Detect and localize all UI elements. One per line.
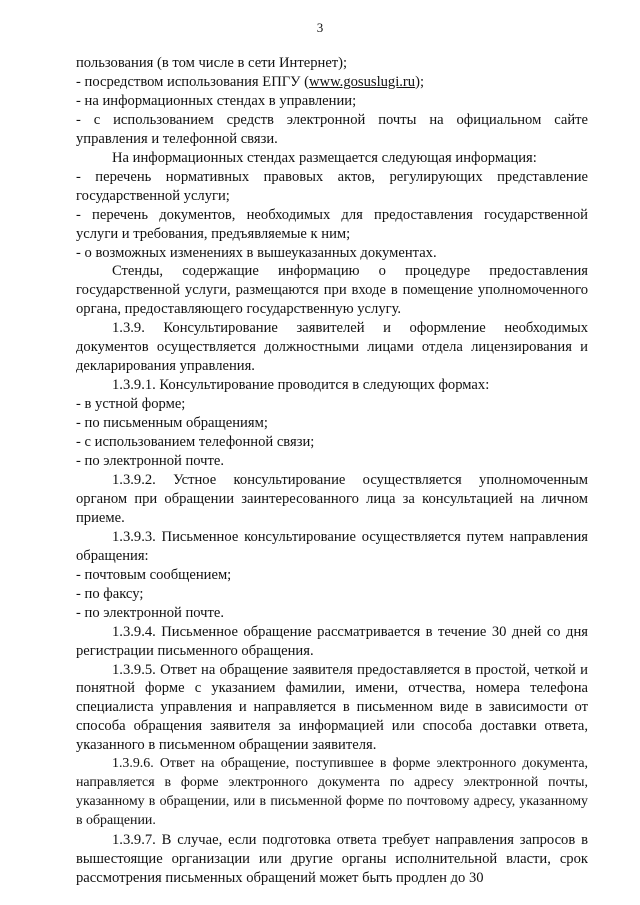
- list-item: - в устной форме;: [76, 396, 186, 413]
- list-item: - с использованием средств электронной почты на официальном сайте управления и телефонной связи.: [76, 111, 588, 147]
- list-item: - по электронной почте.: [76, 453, 225, 470]
- page-number: 3: [316, 20, 324, 35]
- section-1-3-9-7: 1.3.9.7. В случае, если подготовка ответа требует направления запросов в вышестоящие организации или другие органы исполнительной власти, срок рассмотрения письменных обращений может быть продлен до 30: [76, 832, 588, 886]
- list-item: - по факсу;: [76, 585, 144, 602]
- section-1-3-9-5: 1.3.9.5. Ответ на обращение заявителя предоставляется в простой, четкой и понятной форме с указанием фамилии, имени, отчества, номера телефона специалиста управления и направляется в письменном виде в зависимости от способа обращения заявителя за информацией или способа доставки ответа, указанного в письменном обращении заявителя.: [76, 661, 588, 754]
- section-1-3-9-4: 1.3.9.4. Письменное обращение рассматривается в течение 30 дней со дня регистрации письменного обращения.: [76, 623, 588, 659]
- list-item: - с использованием телефонной связи;: [76, 434, 315, 451]
- list-item: - по электронной почте.: [76, 604, 225, 621]
- section-1-3-9: 1.3.9. Консультирование заявителей и оформление необходимых документов осуществляется должностными лицами отдела лицензирования и декларирования управления.: [76, 320, 588, 375]
- paragraph: На информационных стендах размещается следующая информация:: [112, 149, 537, 166]
- list-item: - о возможных изменениях в вышеуказанных документах.: [76, 244, 437, 261]
- section-1-3-9-6: 1.3.9.6. Ответ на обращение, поступившее в форме электронного документа, направляется в форме электронного документа по адресу электронной почты, указанному в обращении, или в письменной форме по почтовому адресу, указанному в обращении.: [76, 756, 588, 829]
- section-1-3-9-3: 1.3.9.3. Письменное консультирование осуществляется путем направления обращения:: [76, 528, 588, 564]
- list-item-epgu: [76, 73, 588, 92]
- gosuslugi-link[interactable]: www.gosuslugi.ru: [309, 73, 416, 90]
- list-item: - по письменным обращениям;: [76, 415, 268, 432]
- epgu-suffix: );: [415, 73, 425, 90]
- list-item: - почтовым сообщением;: [76, 566, 232, 583]
- paragraph: пользования (в том числе в сети Интернет);: [76, 55, 348, 71]
- list-item: - перечень нормативных правовых актов, регулирующих представление государственной услуги;: [76, 168, 588, 204]
- section-1-3-9-1: 1.3.9.1. Консультирование проводится в следующих формах:: [112, 377, 490, 394]
- paragraph: Стенды, содержащие информацию о процедуре предоставления государственной услуги, размещаются при входе в помещение уполномоченного органа, предоставляющего государственную услугу.: [76, 263, 588, 318]
- epgu-prefix: - посредством использования ЕПГУ (: [76, 73, 310, 90]
- list-item: - на информационных стендах в управлении;: [76, 92, 357, 109]
- section-1-3-9-2: 1.3.9.2. Устное консультирование осуществляется уполномоченным органом при обращении заинтересованного лица за консультацией на личном приеме.: [76, 471, 588, 526]
- document-body: [76, 54, 588, 888]
- list-item: - перечень документов, необходимых для предоставления государственной услуги и требования, предъявляемые к ним;: [76, 206, 588, 242]
